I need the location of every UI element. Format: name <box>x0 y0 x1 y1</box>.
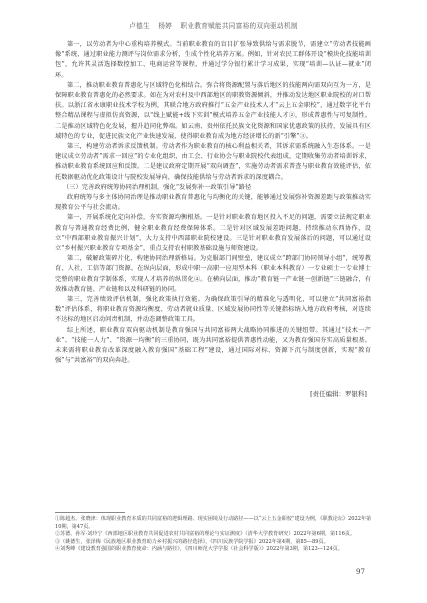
section-heading: （三）完善政府统筹协同治理机制，强化“发展弥补一政策引导”路径 <box>63 183 252 191</box>
paragraph: 第二，破解政策碎片化，构建协同治理新格局。为克服部门间壁垒，建议成立“跨部门协同领导小组”，统筹教育、人社、工信等部门资源。在纵向层面，形成中职一高职一应用型本科（职业本科教育）一专业硕士一专业博士完整的职业教育学制体系，实现人才培养的纵贯化④。在横向层面，推动“教育链一产业链一创新链”三链融合，有效推动教育链、产业链和以及科研链的协同。 <box>55 255 371 293</box>
paragraph: 第一，以劳动者为中心重构培养模式。当前职业教育的盲目扩张导致供给与需求脱节，需建立“劳动者技能画像”系统，通过职业能力测评与岗位需求分析，生成个性化培养方案。例如，针对农民工群体开设“模块化技能培训包”，允许其灵活选择数控加工、电商运营等课程，并通过学分银行累计学习成果，实现“培训—认证—就业”闭环。 <box>55 41 371 79</box>
article-body <box>55 40 371 399</box>
author-1: 卢德生 <box>129 22 150 30</box>
paragraph: 政府统筹与多主体协同治理是推动职业教育普惠化与均衡化的关键，能够通过发展弥补资源差距与政策推动实现教育公平与社会流动。 <box>55 194 371 212</box>
running-header <box>0 20 427 30</box>
paragraph: 第二，推动职业教育普惠化与区域特色化相结合。弥合将资源配置与落后地区的技能两向需双向互为一方，是保障职业教育普惠化的必然要求。如在为对农村及中西部地区的职教资源倾斜，并推动发达地区职业院校的对口帮扶。以浙江省永康职业技术学校为例，其联合地方政府推行“五金产业技术人才“云上五金职校”，通过数字化平台整合精品课程与虚拟仿真资源，以“线上赋能+线下实训”模式培养五金产业技能人才②，形成普惠性与可复制性。二是推动区域特色化发展，握升趋同化弊端。如云南、贵州依托民族文化资源和国家优惠政策的扶持，发展具有区域特色的专业，促进民族文化产业快速发展，使得职业教育成为地方经济增长的新“引擎”③。 <box>55 81 371 140</box>
footnote: ②苏德、孙军·刘玲宁《西部地区职业教育共同促进农村共同富裕的理论与实证测度》（清华大学教育研究）2022年第6期，第116页。 <box>55 531 356 538</box>
page-number: 97 <box>356 568 365 576</box>
footnote: ③（姚德生，张泽梅《民族地区职业教育助力乡村振兴的路径选择》，《四川民族学院学报》2022年第4期，第85—89页。 <box>55 538 329 545</box>
paragraph: 第三，完善绩效评估机制，强化政策执行效能。为确保政策引导的精准化与透明化，可以建立“共同富裕指数”评估体系，将职业教育资源均衡度、劳动者就业质量、区域发展协同性等关键指标纳入地方政府考核，对连续不达标的地区启动问责机制，并动态调整政策工具。 <box>55 296 371 324</box>
paragraph: 第一，开展系统化定向补偿，夯实资源均衡根基。一是针对职业教育地区投入不足的问题，需要立法规定职业教育与普通教育经费比例，健全职业教育经费保障体系。二是针对区域发展差距问题，持续推动东西协作，设立“中西部职业教育振兴计划”，大力支持中西部职业院校建设。三是针对职业教育发展落后的问题，可以通过设立“乡村振兴职业教育专项基金”，重点支持农村职教基础设施与师资建设。 <box>55 214 371 253</box>
footnote: ④刘秀峰《建设教育强国的职业教育使命：内涵与路径》，《四川师范大学学报（社会科学版）》2022年第3期，第123—124页。 <box>55 546 343 553</box>
paragraph: 综上所述，职业教育双向驱动机制是教育强国与共同富裕两大战略协同推进的关键纽带。其通过“技术一产业”、“技能一人力”、“资源一均衡”的三重协同，既为共同富裕提供普惠性动能，又为教育强国夯实高质量根基。未来需将职业教育改革深度融入教育强国“基础工程”建设，通过国际对标、资源下沉与制度创新，实现“教育强”与“共富裕”的双向奔赴。 <box>55 326 371 365</box>
footnote: ①陈超杰、张晓津：体现职业教育本质的共同富裕的逻辑理路、现实困境及行动路径——以“云上五金职校”建设为例，《职教论坛》2022年第10期，第47页。 <box>55 516 372 530</box>
editor-note: [责任编辑：罗银科] <box>310 389 367 398</box>
footnote-divider <box>55 512 125 513</box>
article-title: 职业教育赋能共同富裕的双向驱动机制 <box>180 22 298 30</box>
paragraph: 第三，构建劳动者诉求反馈机制。劳动者作为职业教育的核心利益相关者，其诉求需系统融入生态体系。一是建议成立劳动者“需求一回应”的专业化组织，由工会、行业协会与职业院校代表组成，定期收集劳动者培训诉求，推动职业教育系统回应和反馈。二是建议政府定期开展“双向调查”，实施劳动者需求普查与职业教育效能评估，依托数据驱动优化政策设计与院校发展导向，确保技能供给与劳动者诉求的深度耦合。 <box>55 143 371 181</box>
author-2: 杨婷 <box>158 22 173 30</box>
footnotes <box>55 516 373 554</box>
